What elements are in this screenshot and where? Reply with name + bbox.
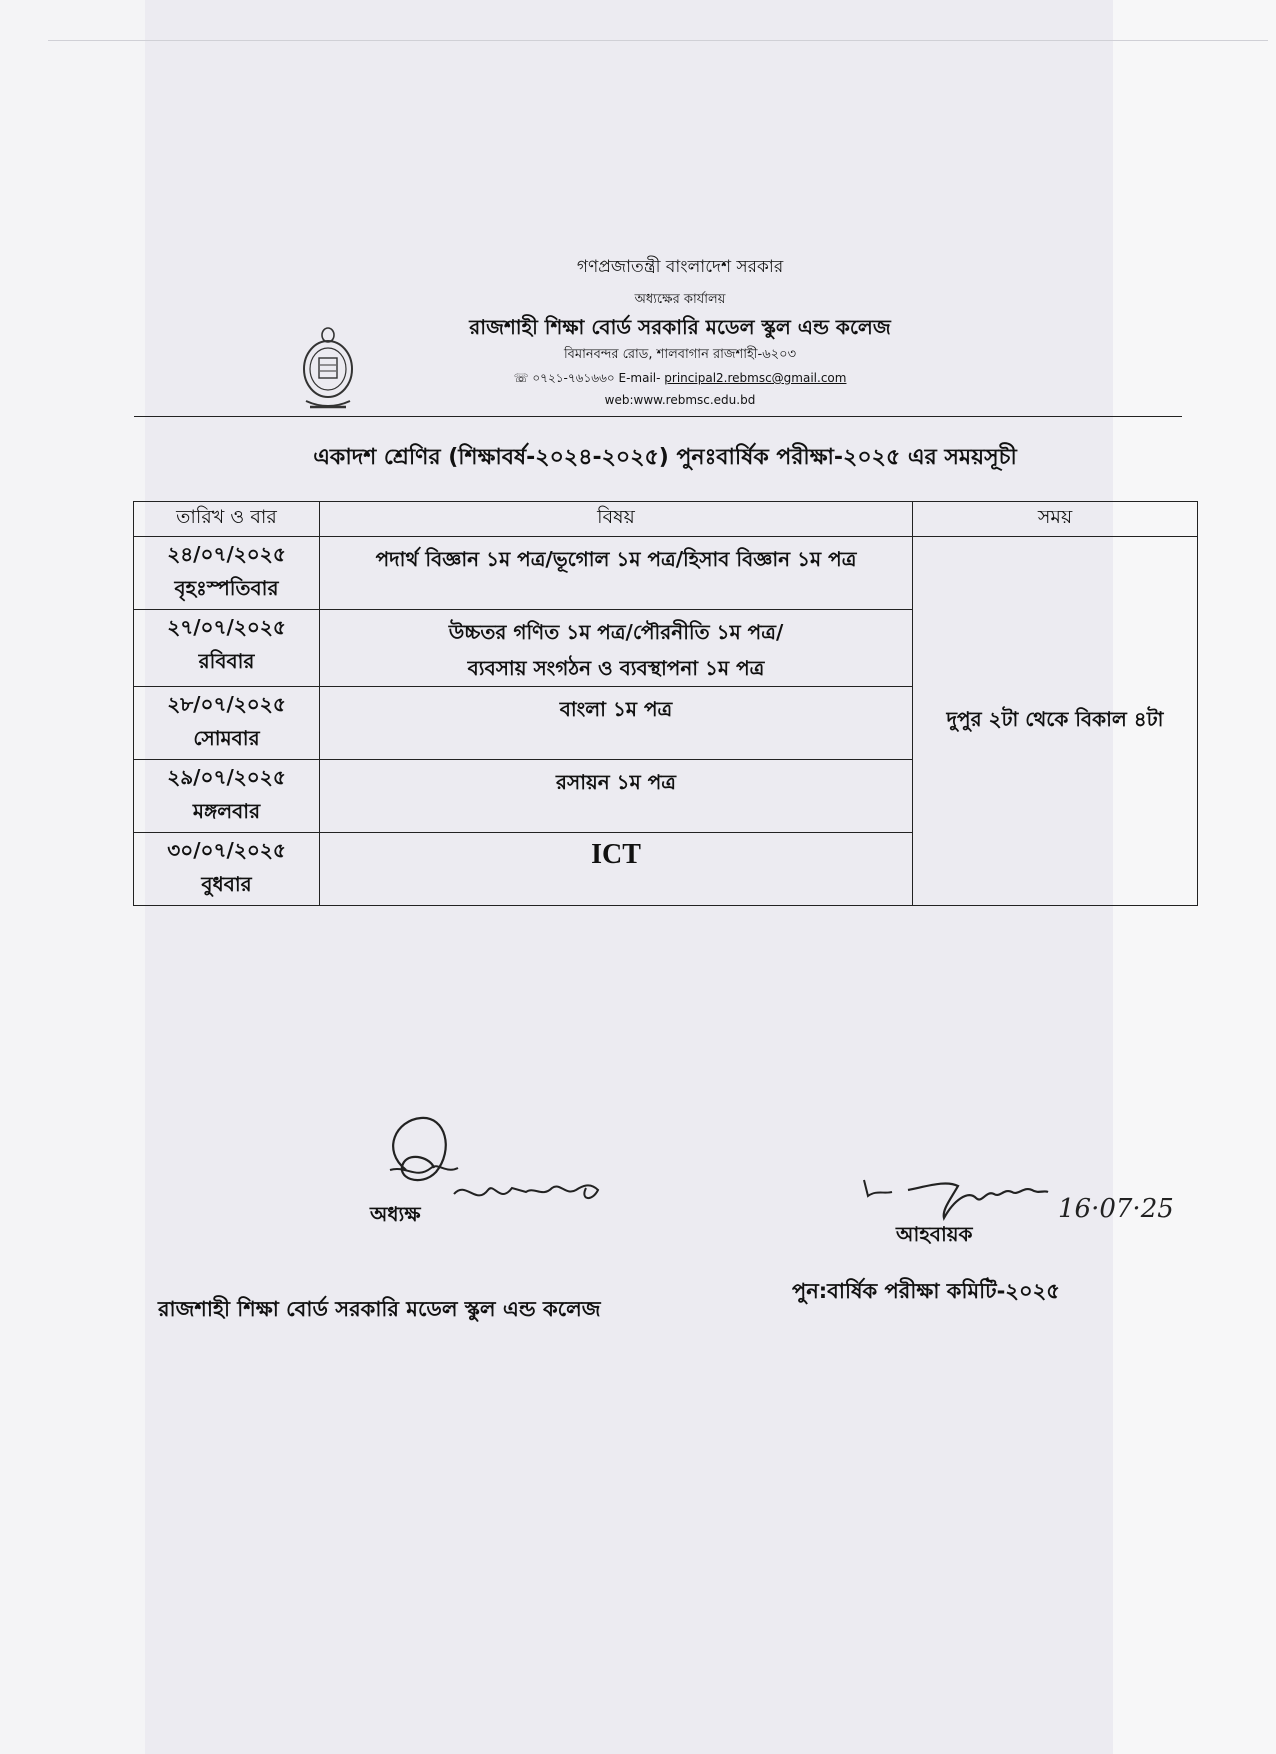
time-cell: দুপুর ২টা থেকে বিকাল ৪টা xyxy=(913,537,1198,906)
date-cell xyxy=(134,537,320,610)
date-cell xyxy=(134,760,320,833)
date-cell xyxy=(134,687,320,760)
school-name: রাজশাহী শিক্ষা বোর্ড সরকারি মডেল স্কুল এন্ড কলেজ xyxy=(469,315,891,339)
table-header-row xyxy=(134,502,1198,537)
exam-day: বুধবার xyxy=(201,872,252,896)
subject-name: রসায়ন ১ম পত্র xyxy=(555,770,676,794)
website-link[interactable]: web:www.rebmsc.edu.bd xyxy=(604,393,756,407)
subject-cell xyxy=(320,537,913,610)
subject-name-continued: ব্যবসায় সংগঠন ও ব্যবস্থাপনা ১ম পত্র xyxy=(467,656,765,680)
office-title: অধ্যক্ষের কার্যালয় xyxy=(634,292,726,307)
convener-label: আহবায়ক xyxy=(896,1222,973,1246)
footer-committee-name: পুন:বার্ষিক পরীক্ষা কমিটি-২০২৫ xyxy=(792,1279,1060,1303)
document-title: একাদশ শ্রেণির (শিক্ষাবর্ষ-২০২৪-২০২৫) পুনঃবার্ষিক পরীক্ষা-২০২৫ এর সময়সূচী xyxy=(313,445,1017,470)
handwritten-date: 16·07·25 xyxy=(1058,1194,1174,1224)
subject-cell xyxy=(320,833,913,906)
date-cell xyxy=(134,833,320,906)
exam-date: ২৭/০৭/২০২৫ xyxy=(167,615,286,639)
school-address: বিমানবন্দর রোড, শালবাগান রাজশাহী-৬২০৩ xyxy=(563,347,797,362)
exam-date: ২৮/০৭/২০২৫ xyxy=(167,692,286,716)
subject-cell xyxy=(320,760,913,833)
subject-name: ICT xyxy=(591,839,641,870)
header-divider xyxy=(134,416,1182,417)
email-label: E-mail- xyxy=(618,371,661,385)
footer-school-name: রাজশাহী শিক্ষা বোর্ড সরকারি মডেল স্কুল এন্ড কলেজ xyxy=(158,1297,601,1321)
exam-day: মঙ্গলবার xyxy=(192,799,261,823)
email-link[interactable]: principal2.rebmsc@gmail.com xyxy=(664,371,847,385)
exam-day: সোমবার xyxy=(193,726,260,750)
column-header-subject: বিষয় xyxy=(320,502,913,537)
exam-schedule-table xyxy=(133,501,1198,906)
exam-date: ২৯/০৭/২০২৫ xyxy=(167,765,286,789)
scan-top-edge xyxy=(48,40,1268,41)
subject-cell xyxy=(320,687,913,760)
principal-label: অধ্যক্ষ xyxy=(370,1202,421,1226)
exam-date: ২৪/০৭/২০২৫ xyxy=(167,542,286,566)
subject-name: পদার্থ বিজ্ঞান ১ম পত্র/ভূগোল ১ম পত্র/হিসাব বিজ্ঞান ১ম পত্র xyxy=(375,547,857,571)
column-header-time: সময় xyxy=(913,502,1198,537)
table-row xyxy=(134,537,1198,610)
date-cell xyxy=(134,610,320,687)
subject-cell xyxy=(320,610,913,687)
contact-line xyxy=(300,370,1060,390)
subject-name: বাংলা ১ম পত্র xyxy=(559,697,673,721)
exam-date: ৩০/০৭/২০২৫ xyxy=(167,838,286,862)
exam-day: বৃহঃস্পতিবার xyxy=(174,576,279,600)
column-header-date: তারিখ ও বার xyxy=(134,502,320,537)
government-title: গণপ্রজাতন্ত্রী বাংলাদেশ সরকার xyxy=(576,257,784,277)
phone-number: ☏ ০৭২১-৭৬১৬৬০ xyxy=(513,371,615,385)
exam-day: রবিবার xyxy=(198,649,255,673)
subject-name: উচ্চতর গণিত ১ম পত্র/পৌরনীতি ১ম পত্র/ xyxy=(448,620,784,644)
